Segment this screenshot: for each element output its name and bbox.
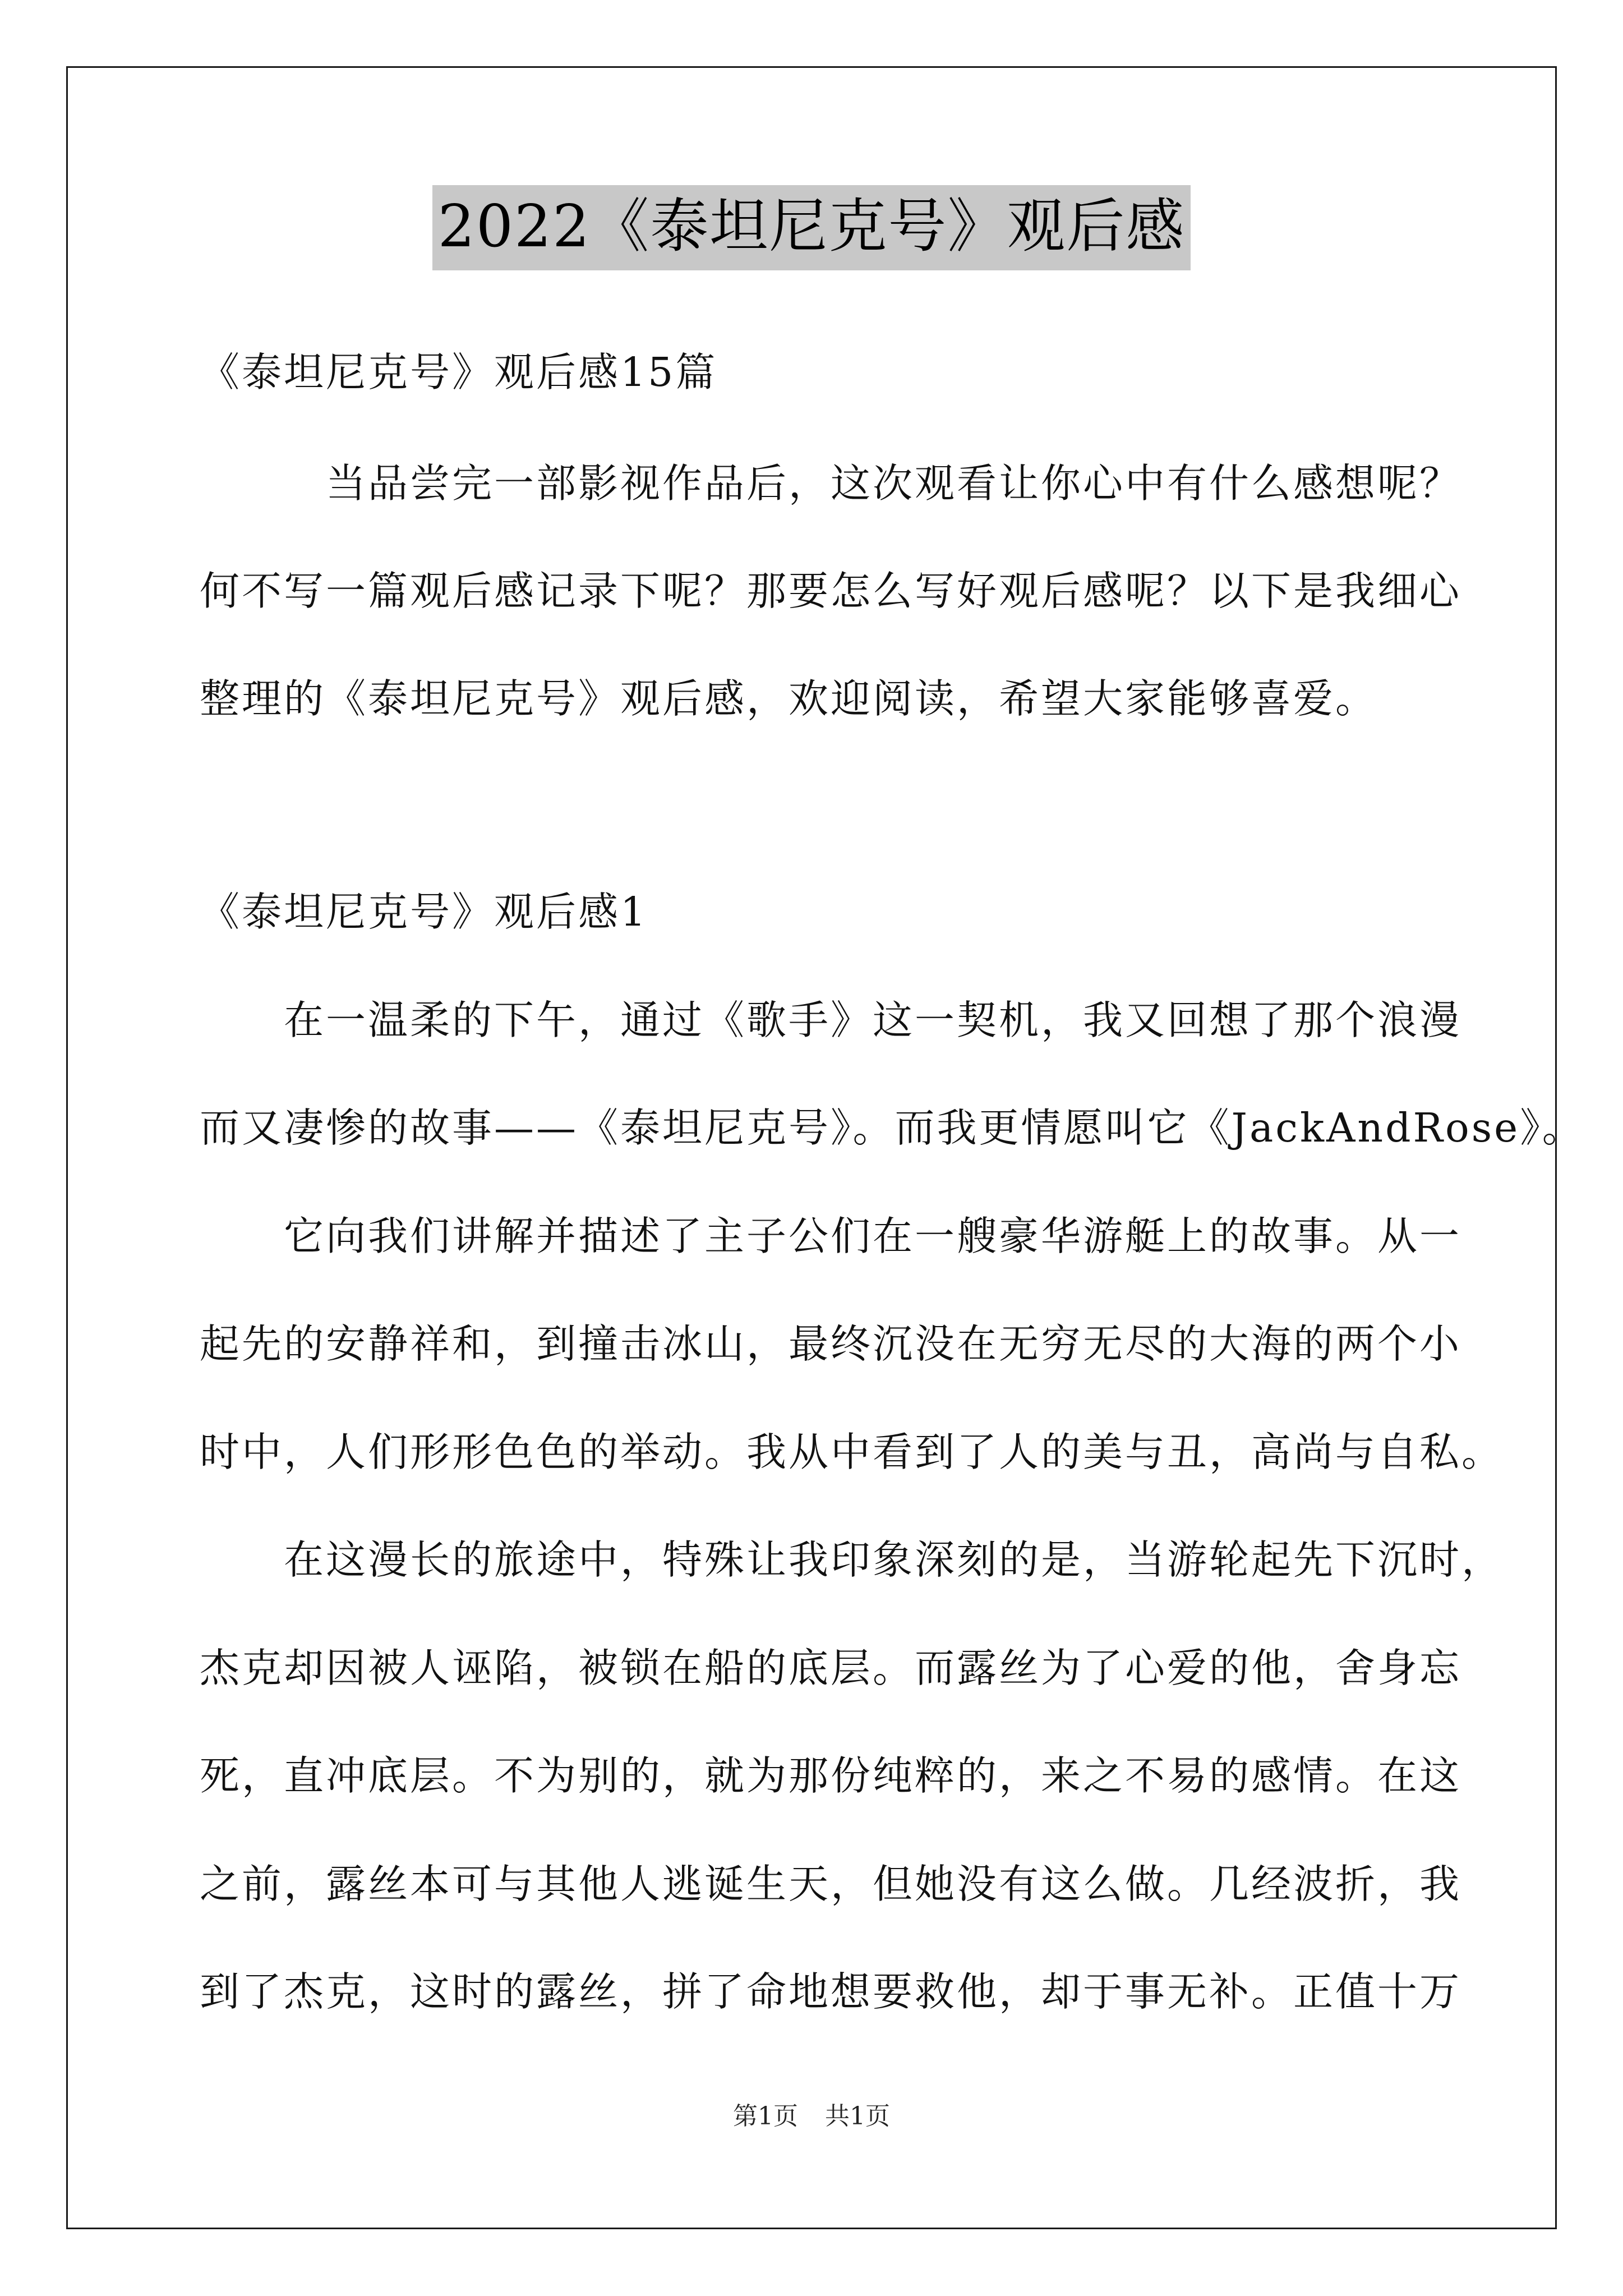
page-footer — [0, 2096, 1623, 2132]
document-title — [0, 185, 1623, 270]
paragraph-line: 起先的安静祥和，到撞击冰山，最终沉没在无穷无尽的大海的两个小 — [200, 1320, 1462, 1367]
paragraph-line: 到了杰克，这时的露丝，拼了命地想要救他，却于事无补。正值十万 — [200, 1968, 1462, 2015]
section-heading: 《泰坦尼克号》观后感1 — [200, 889, 648, 935]
paragraph-line: 它向我们讲解并描述了主子公们在一艘豪华游艇上的故事。从一 — [200, 1213, 1462, 1259]
paragraph-line: 死，直冲底层。不为别的，就为那份纯粹的，来之不易的感情。在这 — [200, 1752, 1462, 1799]
paragraph-line: 在这漫长的旅途中，特殊让我印象深刻的是，当游轮起先下沉时， — [200, 1536, 1504, 1583]
paragraph-line: 时中，人们形形色色的举动。我从中看到了人的美与丑，高尚与自私。 — [200, 1429, 1504, 1475]
paragraph-line: 整理的《泰坦尼克号》观后感，欢迎阅读，希望大家能够喜爱。 — [200, 675, 1378, 722]
paragraph-line: 何不写一篇观后感记录下呢？那要怎么写好观后感呢？以下是我细心 — [200, 568, 1462, 614]
paragraph-line: 当品尝完一部影视作品后，这次观看让你心中有什么感想呢？ — [200, 460, 1462, 507]
document-title-text: 2022《泰坦尼克号》观后感 — [432, 185, 1191, 270]
page-number: 第1页 — [733, 2102, 798, 2131]
page-total: 共1页 — [825, 2102, 890, 2131]
paragraph-line: 之前，露丝本可与其他人逃诞生天，但她没有这么做。几经波折，我 — [200, 1861, 1462, 1907]
paragraph-line: 而又凄惨的故事——《泰坦尼克号》。而我更情愿叫它《JackAndRose》。 — [200, 1105, 1584, 1151]
paragraph-line: 在一温柔的下午，通过《歌手》这一契机，我又回想了那个浪漫 — [200, 997, 1462, 1043]
paragraph-line: 杰克却因被人诬陷，被锁在船的底层。而露丝为了心爱的他，舍身忘 — [200, 1645, 1462, 1691]
subtitle-line: 《泰坦尼克号》观后感15篇 — [200, 349, 718, 395]
